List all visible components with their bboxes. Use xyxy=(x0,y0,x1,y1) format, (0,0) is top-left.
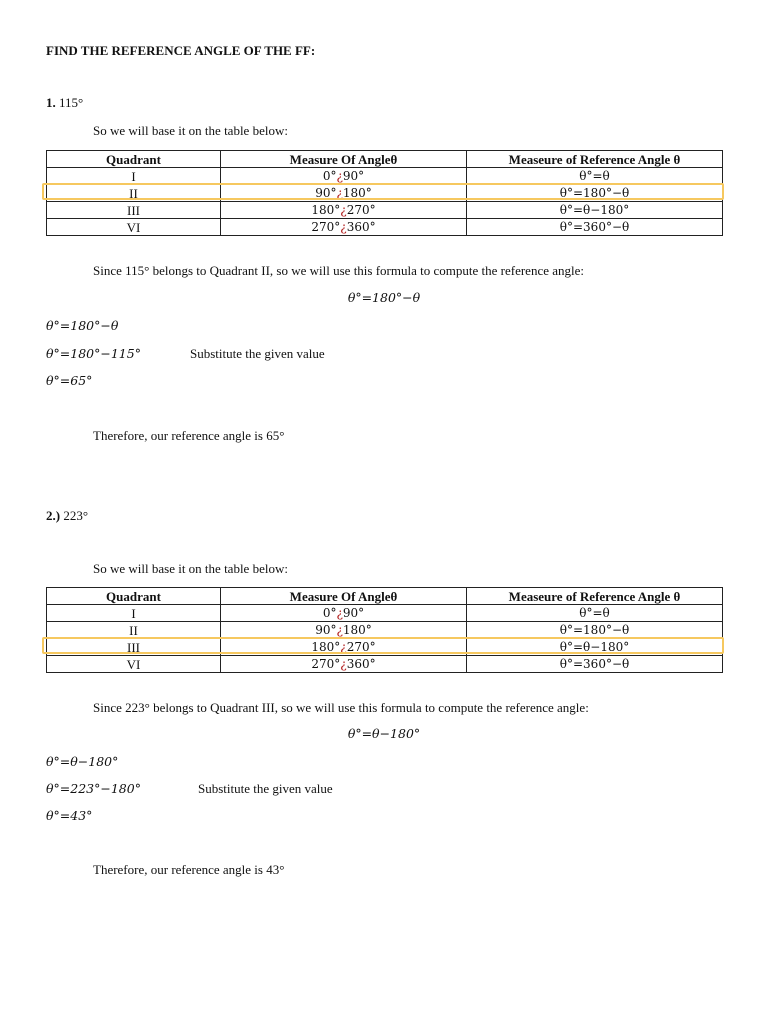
problem-1-header xyxy=(46,95,83,111)
problem-1-step-1: θ°=180°−θ xyxy=(46,318,119,333)
quadrant-cell: II xyxy=(47,622,221,639)
inverted-question-glyph: ¿ xyxy=(340,639,347,654)
problem-1-step-2: θ°=180°−115° xyxy=(46,346,141,361)
problem-1-formula: θ°=180°−θ xyxy=(347,290,421,305)
problem-1-reference-table xyxy=(46,150,723,236)
problem-2-header xyxy=(46,508,88,524)
quadrant-cell: VI xyxy=(47,219,221,236)
header-reference: Measeure of Reference Angle θ xyxy=(467,588,723,605)
quadrant-cell: I xyxy=(47,168,221,185)
problem-1-step-3: θ°=65° xyxy=(46,373,93,388)
quadrant-cell: III xyxy=(47,202,221,219)
problem-2-intro: So we will base it on the table below: xyxy=(93,561,288,576)
table-row xyxy=(47,639,723,656)
reference-cell: θ°=θ xyxy=(467,168,723,185)
table-row xyxy=(47,605,723,622)
inverted-question-glyph: ¿ xyxy=(336,168,343,183)
quadrant-cell: II xyxy=(47,185,221,202)
problem-1-step-2-note: Substitute the given value xyxy=(190,346,325,361)
header-reference: Measeure of Reference Angle θ xyxy=(467,151,723,168)
problem-2-step-2: θ°=223°−180° xyxy=(46,781,141,796)
measure-cell: 270°¿360° xyxy=(221,219,467,236)
problem-2-step-3: θ°=43° xyxy=(46,808,93,823)
measure-cell: 0°¿90° xyxy=(221,168,467,185)
reference-cell: θ°=θ−180° xyxy=(467,202,723,219)
inverted-question-glyph: ¿ xyxy=(336,185,343,200)
problem-2-number: 2.) xyxy=(46,508,61,523)
quadrant-cell: III xyxy=(47,639,221,656)
problem-2-step-2-note: Substitute the given value xyxy=(198,781,333,796)
table-row xyxy=(47,202,723,219)
measure-cell: 180°¿270° xyxy=(221,202,467,219)
table-row xyxy=(47,219,723,236)
problem-1-number: 1. xyxy=(46,95,56,110)
problem-2-step-1: θ°=θ−180° xyxy=(46,754,119,769)
page-title: FIND THE REFERENCE ANGLE OF THE FF: xyxy=(46,43,316,58)
quadrant-cell: VI xyxy=(47,656,221,673)
reference-cell: θ°=360°−θ xyxy=(467,656,723,673)
problem-2-since-text: Since 223° belongs to Quadrant III, so we will use this formula to compute the reference angle: xyxy=(93,700,589,715)
reference-cell: θ°=180°−θ xyxy=(467,622,723,639)
reference-cell: θ°=θ−180° xyxy=(467,639,723,656)
header-measure: Measure Of Angleθ xyxy=(221,588,467,605)
measure-cell: 180°¿270° xyxy=(221,639,467,656)
table-row xyxy=(47,185,723,202)
problem-1-since-text: Since 115° belongs to Quadrant II, so we will use this formula to compute the reference angle: xyxy=(93,263,584,278)
problem-2-conclusion: Therefore, our reference angle is 43° xyxy=(93,862,285,877)
inverted-question-glyph: ¿ xyxy=(340,219,347,234)
problem-2-reference-table xyxy=(46,587,723,673)
reference-cell: θ°=360°−θ xyxy=(467,219,723,236)
table-row xyxy=(47,656,723,673)
problem-1-conclusion: Therefore, our reference angle is 65° xyxy=(93,428,285,443)
table-row xyxy=(47,622,723,639)
header-quadrant: Quadrant xyxy=(47,151,221,168)
table-header-row xyxy=(47,588,723,605)
inverted-question-glyph: ¿ xyxy=(340,656,347,671)
header-quadrant: Quadrant xyxy=(47,588,221,605)
table-header-row xyxy=(47,151,723,168)
measure-cell: 270°¿360° xyxy=(221,656,467,673)
quadrant-cell: I xyxy=(47,605,221,622)
reference-cell: θ°=180°−θ xyxy=(467,185,723,202)
inverted-question-glyph: ¿ xyxy=(340,202,347,217)
measure-cell: 0°¿90° xyxy=(221,605,467,622)
header-measure: Measure Of Angleθ xyxy=(221,151,467,168)
reference-cell: θ°=θ xyxy=(467,605,723,622)
inverted-question-glyph: ¿ xyxy=(336,605,343,620)
problem-1-angle: 115° xyxy=(59,95,84,110)
problem-1-intro: So we will base it on the table below: xyxy=(93,123,288,138)
measure-cell: 90°¿180° xyxy=(221,185,467,202)
measure-cell: 90°¿180° xyxy=(221,622,467,639)
inverted-question-glyph: ¿ xyxy=(336,622,343,637)
problem-2-formula: θ°=θ−180° xyxy=(347,726,421,741)
problem-2-angle: 223° xyxy=(63,508,89,523)
table-row xyxy=(47,168,723,185)
